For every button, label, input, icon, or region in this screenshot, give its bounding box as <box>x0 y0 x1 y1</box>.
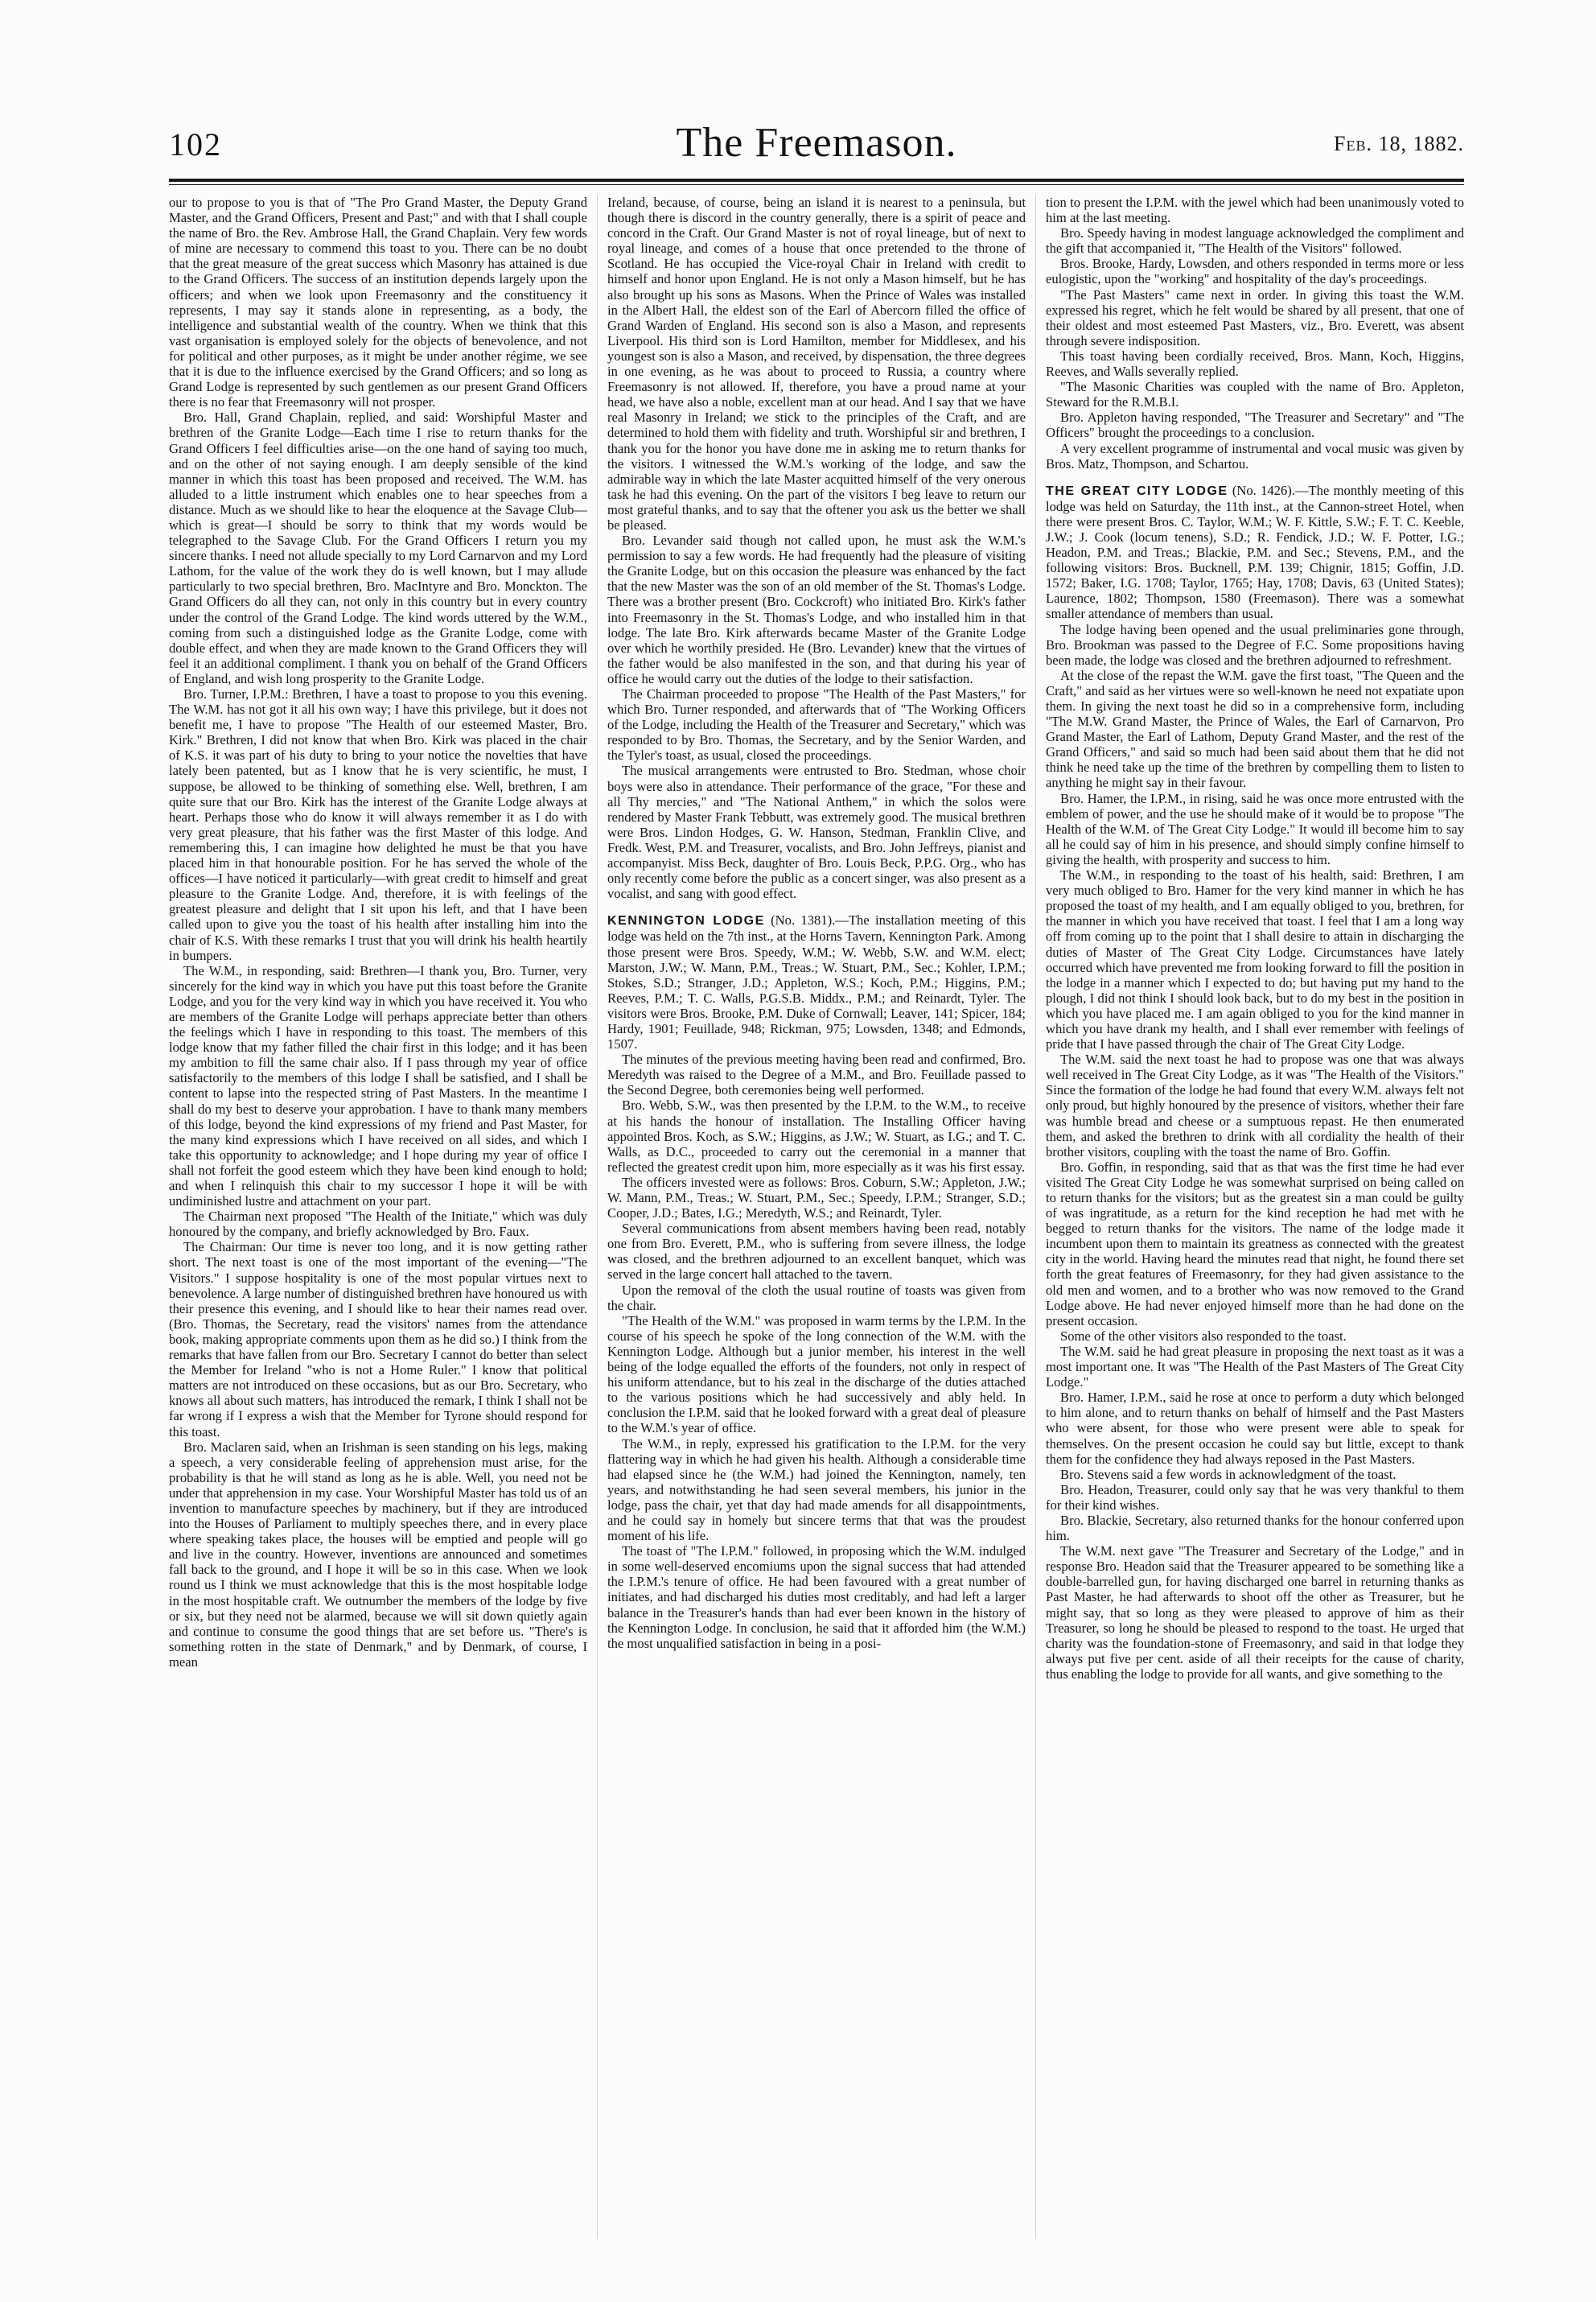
paragraph: Bro. Stevens said a few words in acknowledgment of the toast. <box>1060 1466 1396 1482</box>
paragraph: "The Health of the W.M." was proposed in warm terms by the I.P.M. In the course of his speech he spoke of the long connection of the W.M. with the Kennington Lodge. Although but a junior member, his interest in the well being of the lodge equalled the efforts of the founders, not only in respect of his uniform attendance, but to his zeal in the discharge of the duties attached to the various positions which he had successively and ably held. In conclusion the I.P.M. said that he looked forward with a great deal of pleasure to the W.M.'s year of office. <box>607 1312 1026 1436</box>
paragraph: Bro. Webb, S.W., was then presented by the I.P.M. to the W.M., to receive at his hands the honour of installation. The Installing Officer having appointed Bros. Koch, as S.W.; Higgins, as J.W.; W. Stuart, as I.G.; and T. C. Walls, as D.C., proceeded to carry out the ceremonial in a manner that reflected the greatest credit upon him, more especially as it was his first essay. <box>607 1097 1026 1175</box>
paragraph: Bro. Blackie, Secretary, also returned thanks for the honour conferred upon him. <box>1046 1512 1464 1544</box>
paragraph: Bro. Goffin, in responding, said that as that was the first time he had ever visited The Great City Lodge he was somewhat surprised on being called on to return thanks for the visitors; but as the greatest sin a man could be guilty of was ingratitude, as a return for the kind reception he had met with he begged to return thanks for the visitors. The name of the lodge made it incumbent upon them to maintain its greatness as connected with the greatest city in the world. Having heard the minutes read that night, he found there set forth the great features of Freemasonry, for they had given assistance to the old men and women, and to a brother who was now removed to the Grand Lodge above. He had never enjoyed himself more than he had done on the present occasion. <box>1046 1159 1464 1328</box>
paragraph: The Chairman proceeded to propose "The Health of the Past Masters," for which Bro. Turner responded, and afterwards that of "The Working Officers of the Lodge, including the Health of the Treasurer and Secretary," which was responded to by Bro. Thomas, the Secretary, and by the Senior Warden, and the Tyler's toast, as usual, closed the proceedings. <box>607 686 1026 764</box>
paragraph: The minutes of the previous meeting having been read and confirmed, Bro. Meredyth was raised to the Degree of a M.M., and Bro. Feuillade passed to the Second Degree, both ceremonies being well performed. <box>607 1052 1026 1098</box>
paragraph: A very excellent programme of instrumental and vocal music was given by Bros. Matz, Thompson, and Schartou. <box>1046 440 1464 472</box>
paragraph: Several communications from absent members having been read, notably one from Bro. Everett, P.M., who is suffering from severe illness, the lodge was closed, and the brethren adjourned to an excellent banquet, which was served in the large concert hall attached to the tavern. <box>607 1221 1026 1283</box>
lodge-report-kennington <box>607 912 1026 1052</box>
paragraph: Bro. Turner, I.P.M.: Brethren, I have a toast to propose to you this evening. The W.M. has not got it all his own way; I have this privilege, but it does not benefit me, I have to propose "The Health of our esteemed Master, Bro. Kirk." Brethren, I did not know that when Bro. Kirk was placed in the chair of K.S. it was part of his duty to bring to your notice the novelties that have lately been patented, but as I know that he is very scientific, he must, I suppose, be allowed to be thinking of something else. Well, brethren, I am quite sure that our Bro. Kirk has the interest of the Granite Lodge always at heart. Perhaps those who do know it will always remember it as I do with very great pleasure, that his father was the first Master of this lodge. And remembering this, I can imagine how delighted he must be that you have placed him in that honourable position. For he has served the whole of the offices—I have noticed it particularly—with great credit to himself and great pleasure to the Granite Lodge. And, therefore, it is with feelings of the greatest pleasure and delight that I sit upon his left, and that I have been called upon to give you the toast of his health after installing him into the chair of K.S. With these remarks I trust that you will drink his health heartily in bumpers. <box>169 686 587 963</box>
paragraph: Bros. Brooke, Hardy, Lowsden, and others responded in terms more or less eulogistic, upon the "working" and hospitality of the day's proceedings. <box>1046 256 1464 287</box>
masthead-title: The Freemason. <box>676 120 957 166</box>
issue-date: Feb. 18, 1882. <box>1334 132 1464 155</box>
paragraph: Bro. Hamer, I.P.M., said he rose at once to perform a duty which belonged to him alone, and to return thanks on behalf of himself and the Past Masters who were absent, for those who were present were able to speak for themselves. On the present occasion he could say but little, except to thank them for the confidence they had always reposed in the Past Masters. <box>1046 1390 1464 1467</box>
page-number: 102 <box>169 126 222 163</box>
paragraph: our to propose to you is that of "The Pro Grand Master, the Deputy Grand Master, and the Grand Officers, Present and Past;" and with that I shall couple the name of Bro. the Rev. Ambrose Hall, the Grand Chaplain. Very few words of mine are necessary to commend this toast to you. There can be no doubt that the great measure of the great success which Masonry has attained is due to the Grand Officers. The success of an institution depends largely upon the officers; and when we look upon Freemasonry and the constituency it represents, I may say it stands alone in representing, as a body, the intelligence and substantial wealth of the country. When we think that this vast organisation is employed solely for the objects of benevolence, and not for political and other purposes, as it might be under another régime, we see that it is due to the influence exercised by the Grand Officers; and so long as Grand Lodge is represented by such gentlemen as our present Grand Officers there is no fear that Freemasonry will not prosper. <box>169 195 587 410</box>
paragraph: The W.M., in responding to the toast of his health, said: Brethren, I am very much obliged to Bro. Hamer for the very kind manner in which he has proposed the toast of my health, and I am equally obliged to you, brethren, for the manner in which you have received that toast. I feel that I am a long way off from coming up to the point that I shall desire to attain in discharging the duties of Master of The Great City Lodge. Circumstances have lately occurred which have prevented me from looking forward to fill the position in the lodge in a manner which I expected to do; but having put my hand to the plough, I did not think I should look back, but to do my best in the position in which you have placed me. I am again obliged to you for the kind manner in which you have drank my health, and I shall ever remember with feelings of pride that I have passed through the chair of The Great City Lodge. <box>1046 867 1464 1052</box>
paragraph: Bro. Speedy having in modest language acknowledged the compliment and the gift that accompanied it, "The Health of the Visitors" followed. <box>1046 225 1464 257</box>
paragraph: Some of the other visitors also responded to the toast. <box>1060 1328 1347 1344</box>
paragraph: tion to present the I.P.M. with the jewel which had been unanimously voted to him at the last meeting. <box>1046 195 1464 226</box>
lodge-title: KENNINGTON LODGE <box>607 914 765 929</box>
paragraph: The W.M. next gave "The Treasurer and Secretary of the Lodge," and in response Bro. Headon said that the Treasurer appeared to be something like a double-barrelled gun, for having discharged one barrel in returning thanks as Past Master, he had afterwards to shoot off the other as Treasurer, but he might say, that so long as they were pleased to approve of him as their Treasurer, so long he should be pleased to respond to the toast. He urged that charity was the foundation-stone of Freemasonry, and said in that lodge they always put five per cent. aside of all their receipts for the cause of charity, thus enabling the lodge to provide for all wants, and give something to the <box>1046 1543 1464 1682</box>
column-3 <box>1046 195 1464 2238</box>
paragraph: The W.M., in responding, said: Brethren—I thank you, Bro. Turner, very sincerely for the kind way in which you have put this toast before the Granite Lodge, and you for the very kind way in which you have received it. You who are members of the Granite Lodge will perhaps appreciate better than others the feelings which I have in responding to this toast. The members of this lodge know that my father filled the chair first in this lodge; and it has been my ambition to fill the same chair also. If I pass through my year of office satisfactorily to the members of this lodge I shall be satisfied, and I shall be content to lapse into the respected string of Past Masters. In the meantime I shall do my best to deserve your approbation. I have to thank many members of this lodge, beyond the kind expressions of my friend and Past Master, for the many kind expressions which I have received on all sides, and which I take this opportunity to acknowledge; and I hope during my year of office I shall not forfeit the good esteem which they have been kind enough to hold; and when I relinquish this chair to my successor I hope it will be with undiminished lustre and attachment on your part. <box>169 962 587 1209</box>
paragraph: Ireland, because, of course, being an island it is nearest to a peninsula, but though there is discord in the country generally, there is a spirit of peace and concord in the Craft. Our Grand Master is not of royal lineage, but of next to royal lineage, and comes of a house that once pretended to the throne of Scotland. He has occupied the Vice-royal Chair in Ireland with credit to himself and honor upon England. He is not only a Mason himself, but he has also brought up his sons as Masons. When the Prince of Wales was installed in the Albert Hall, the eldest son of the Earl of Abercorn filled the office of Grand Warden of England. His second son is also a Mason, and represents Liverpool. His third son is Lord Hamilton, member for Middlesex, and his youngest son is also a Mason, and received, by dispensation, the three degrees in one evening, as he was about to proceed to Russia, a country where Freemasonry is not allowed. If, therefore, you have a proud name at your head, we have also a noble, excellent man at our head. And I say that we have real Masonry in Ireland; we stick to the principles of the Craft, and are determined to hold them with fidelity and truth. Worshipful sir and brethren, I thank you for the honor you have done me in asking me to return thanks for the visitors. I witnessed the W.M.'s working of the lodge, and saw the admirable way in which the late Master acquitted himself of the very onerous task he had this evening. On the part of the visitors I beg leave to return our most grateful thanks, and to say that the oftener you ask us the better we shall be pleased. <box>607 195 1026 533</box>
paragraph: The musical arrangements were entrusted to Bro. Stedman, whose choir boys were also in attendance. Their performance of the grace, "For these and all Thy mercies," and "The National Anthem," in which the solos were rendered by Master Frank Tebbutt, was extremely good. The musical brethren were Bros. Lindon Hodges, G. W. Hanson, Stedman, Franklin Clive, and Fredk. West, P.M. and Treasurer, vocalists, and Bro. John Jeffreys, pianist and accompanyist. Miss Beck, daughter of Bro. Louis Beck, P.P.G. Org., who has only recently come before the public as a concert singer, was also present as a vocalist, and sang with good effect. <box>607 763 1026 902</box>
paragraph: At the close of the repast the W.M. gave the first toast, "The Queen and the Craft," and said as her virtues were so well-known he need not expatiate upon them. In giving the next toast he did so in a comprehensive form, including "The M.W. Grand Master, the Prince of Wales, the Earl of Carnarvon, Pro Grand Master, the Earl of Lathom, Deputy Grand Master, and the rest of the Grand Officers," and said so much had been said about them that he did not think he need take up the time of the brethren by compelling them to listen to anything he might say in their favour. <box>1046 667 1464 791</box>
header-rule <box>169 179 1464 182</box>
column-divider <box>597 195 598 2238</box>
paragraph: The Chairman: Our time is never too long, and it is now getting rather short. The next toast is one of the most important of the evening—"The Visitors." I suppose hospitality is one of the most popular virtues next to benevolence. A large number of distinguished brethren have honoured us with their presence this evening, and I should like to hear their names read over. (Bro. Thomas, the Secretary, read the visitors' names from the attendance book, making appropriate comments upon them as he did so.) I think from the remarks that have fallen from our Bro. Secretary I cannot do better than select the Member for Ireland "who is not a Home Ruler." I know that political matters are not introduced on these occasions, but as our Bro. Secretary, who knows all about such matters, has introduced the remark, I think I shall not be far wrong if I express a wish that the Member for Tyrone should respond for this toast. <box>169 1239 587 1439</box>
paragraph: "The Masonic Charities was coupled with the name of Bro. Appleton, Steward for the R.M.B.I. <box>1046 379 1464 410</box>
paragraph: Bro. Hamer, the I.P.M., in rising, said he was once more entrusted with the emblem of power, and the use he should make of it would be to propose "The Health of the W.M. of The Great City Lodge." It would ill become him to say all he could say of him in his presence, and should simply confine himself to giving the health, with prosperity and success to him. <box>1046 790 1464 867</box>
paragraph: Bro. Appleton having responded, "The Treasurer and Secretary" and "The Officers" brought the proceedings to a conclusion. <box>1046 410 1464 441</box>
column-2 <box>607 195 1026 2238</box>
paragraph: The toast of "The I.P.M." followed, in proposing which the W.M. indulged in some well-deserved encomiums upon the signal success that had attended the I.P.M.'s tenure of office. He had been favoured with a great number of initiates, and had discharged his duties most creditably, and had left a larger balance in the Treasurer's hands than had ever been known in the history of the Kennington Lodge. In conclusion, he said that it afforded him (the W.M.) the most unqualified satisfaction in being in a posi- <box>607 1543 1026 1651</box>
paragraph: The W.M., in reply, expressed his gratification to the I.P.M. for the very flattering way in which he had given his health. Although a considerable time had elapsed since he (the W.M.) had joined the Kennington, namely, ten years, and notwithstanding he had seen several members, his junior in the lodge, pass the chair, yet that day had made amends for all disappointments, and he could say in homely but sincere terms that that was the proudest moment of his life. <box>607 1435 1026 1544</box>
paragraph: Upon the removal of the cloth the usual routine of toasts was given from the chair. <box>607 1282 1026 1313</box>
column-1 <box>169 195 587 2238</box>
header-rule-thin <box>169 184 1464 185</box>
column-divider <box>1035 195 1036 2238</box>
lodge-report-great-city <box>1046 483 1464 622</box>
lodge-intro: —The monthly meeting of this lodge was held on Saturday, the 11th inst., at the Cannon-street Hotel, when there were present Bros. C. Taylor, W.M.; W. F. Kittle, S.W.; F. T. C. Keeble, J.W.; J. Cook (locum tenens), S.D.; R. Fendick, J.D.; W. F. Potter, I.G.; Headon, P.M. and Treas.; Blackie, P.M. and Sec.; Stevens, P.M., and the following visitors: Bros. Bucknell, P.M. 139; Chignir, 1815; Goffin, J.D. 1572; Baker, I.G. 1708; Taylor, 1765; Hay, 1708; Davis, 63 (United States); Laurence, 1802; Thompson, 1580 (Freemason). There was a somewhat smaller attendance of members than usual. <box>1046 482 1464 622</box>
paragraph: The Chairman next proposed "The Health of the Initiate," which was duly honoured by the company, and briefly acknowledged by Bro. Faux. <box>169 1209 587 1240</box>
paragraph: Bro. Maclaren said, when an Irishman is seen standing on his legs, making a speech, a very considerable feeling of apprehension must arise, for the probability is that he will stand as long as he is able. Well, you need not be under that apprehension in my case. Your Worshipful Master has told us of an invention to manufacture speeches by machinery, but if they are introduced into the Houses of Parliament to multiply speeches there, and in every place where speaking takes place, the houses will be emptied and people will go and live in the country. However, inventions are announced and sometimes fall back to the ground, and I hope it will be so in this case. When we look round us I think we must acknowledge that this is the most hospitable lodge in the most hospitable craft. We outnumber the members of the lodge by five or six, but they need not be alarmed, because we will sit down quietly again and continue to consume the good things that are set before us. "There's is something rotten in the state of Denmark," and by Denmark, of course, I mean <box>169 1439 587 1670</box>
paragraph: The lodge having been opened and the usual preliminaries gone through, Bro. Brookman was passed to the Degree of F.C. Some propositions having been made, the lodge was closed and the brethren adjourned to refreshment. <box>1046 621 1464 668</box>
paragraph: This toast having been cordially received, Bros. Mann, Koch, Higgins, Reeves, and Walls severally replied. <box>1046 348 1464 380</box>
page-header <box>169 119 1464 167</box>
lodge-number: (No. 1426). <box>1232 482 1295 498</box>
lodge-title: THE GREAT CITY LODGE <box>1046 484 1228 498</box>
paragraph: The officers invested were as follows: Bros. Coburn, S.W.; Appleton, J.W.; W. Mann, P.M., Treas.; W. Stuart, P.M., Sec.; Speedy, I.P.M.; Stranger, S.D.; Cooper, J.D.; Bates, I.G.; Meredyth, W.S.; and Reinardt, Tyler. <box>607 1174 1026 1221</box>
article-columns <box>169 195 1464 2238</box>
lodge-number: (No. 1381). <box>771 912 836 929</box>
paragraph: Bro. Hall, Grand Chaplain, replied, and said: Worshipful Master and brethren of the Granite Lodge—Each time I rise to return thanks for the Grand Officers I feel difficulties arise—on the one hand of saying too much, and on the other of not saying enough. I am deeply sensible of the kind manner in which this toast has been proposed and received. The W.M. has alluded to a little instrument which enables one to hear speeches from a distance. Much as we should like to hear the eloquence at the Savage Club—which is great—I should be sorry to think that my words would be telegraphed to the Savage Club. For the Grand Officers I return you my sincere thanks. I need not allude specially to my Lord Carnarvon and my Lord Lathom, for the value of the work they do is well known, but I may allude particularly to two special brethren, Bro. MacIntyre and Bro. Monckton. The Grand Officers do all they can, not only in this country but in every country under the control of the Grand Lodge. The kind words uttered by the W.M., coming from such a distinguished lodge as the Granite Lodge, come with double effect, and when they are made known to the Grand Officers they will feel it an additional compliment. I thank you on behalf of the Grand Officers of England, and wish long prosperity to the Granite Lodge. <box>169 410 587 686</box>
paragraph: The W.M. said he had great pleasure in proposing the next toast as it was a most important one. It was "The Health of the Past Masters of The Great City Lodge." <box>1046 1343 1464 1390</box>
paragraph: Bro. Headon, Treasurer, could only say that he was very thankful to them for their kind wishes. <box>1046 1481 1464 1513</box>
paragraph: "The Past Masters" came next in order. In giving this toast the W.M. expressed his regret, which he felt would be shared by all present, that one of their oldest and most esteemed Past Masters, viz., Bro. Everett, was absent through severe indisposition. <box>1046 286 1464 348</box>
paragraph: The W.M. said the next toast he had to propose was one that was always well received in The Great City Lodge, as it was "The Health of the Visitors." Since the formation of the lodge he had found that every W.M. always felt not only proud, but highly honoured by the presence of visitors, whether their fare was humble bread and cheese or a sumptuous repast. He then enumerated them, and asked the brethren to drink with all cordiality the health of their brother visitors, coupling with the toast the name of Bro. Goffin. <box>1046 1052 1464 1159</box>
paragraph: Bro. Levander said though not called upon, he must ask the W.M.'s permission to say a few words. He had frequently had the pleasure of visiting the Granite Lodge, but on this occasion the pleasure was enhanced by the fact that the new Master was the son of an old member of the St. Thomas's Lodge. There was a brother present (Bro. Cockcroft) who initiated Bro. Kirk's father into Freemasonry in the St. Thomas's Lodge, and who installed him in that lodge. The late Bro. Kirk afterwards became Master of the Granite Lodge over which he worthily presided. He (Bro. Levander) knew that the virtues of the father would be also manifested in the son, and that during his year of office he would carry out the duties of the lodge to their satisfaction. <box>607 533 1026 686</box>
lodge-intro: —The installation meeting of this lodge was held on the 7th inst., at the Horns Tavern, Kennington Park. Among those present were Bros. Speedy, W.M.; W. Webb, S.W. and W.M. elect; Marston, J.W.; W. Mann, P.M., Treas.; W. Stuart, P.M., Sec.; Kohler, I.P.M.; Stokes, S.D.; Stranger, J.D.; Appleton, W.S.; Koch, P.M.; Higgins, P.M.; Reeves, P.M.; T. C. Walls, P.G.S.B. Middx., P.M.; and Reinardt, Tyler. The visitors were Bros. Brooke, P.M. Duke of Cornwall; Leaver, 141; Spicer, 184; Hardy, 1901; Feuillade, 948; Rickman, 975; Lowsden, 1348; and Edmonds, 1507. <box>607 912 1026 1052</box>
